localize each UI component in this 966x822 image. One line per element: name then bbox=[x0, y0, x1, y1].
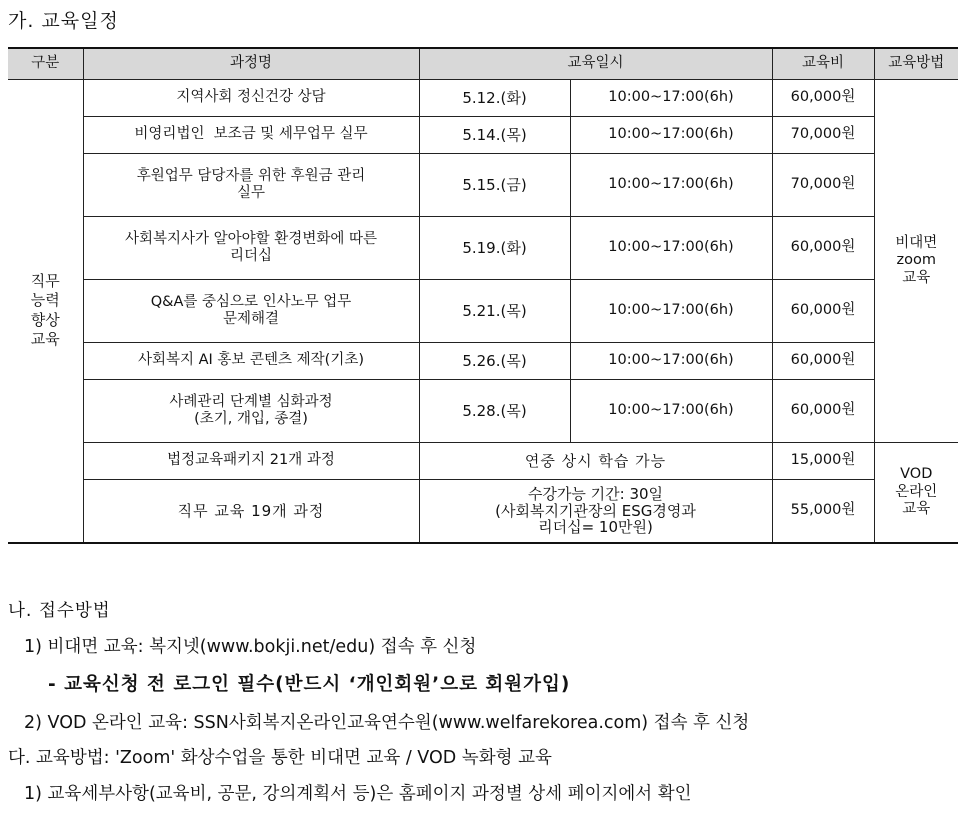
table-row bbox=[8, 154, 958, 217]
category-cell: 직무 능력 향상 교육 bbox=[8, 80, 83, 543]
course-name: 후원업무 담당자를 위한 후원금 관리 실무 bbox=[83, 154, 419, 217]
course-fee: 60,000원 bbox=[772, 280, 874, 343]
course-name: Q&A를 중심으로 인사노무 업무 문제해결 bbox=[83, 280, 419, 343]
course-name: 법정교육패키지 21개 과정 bbox=[83, 443, 419, 480]
course-name: 비영리법인 보조금 및 세무업무 실무 bbox=[83, 117, 419, 154]
method-item-details: 1) 교육세부사항(교육비, 공문, 강의계획서 등)은 홈페이지 과정별 상세 페이지에서 확인 bbox=[24, 784, 692, 804]
course-time: 10:00~17:00(6h) bbox=[570, 380, 772, 443]
section-title-method: 다. 교육방법: 'Zoom' 화상수업을 통한 비대면 교육 / VOD 녹화형 교육 bbox=[8, 748, 552, 768]
table-row bbox=[8, 443, 958, 480]
section-title-schedule: 가. 교육일정 bbox=[8, 10, 119, 32]
course-time: 10:00~17:00(6h) bbox=[570, 343, 772, 380]
course-date: 5.26.(목) bbox=[419, 343, 570, 380]
course-fee: 60,000원 bbox=[772, 80, 874, 117]
method-vod-cell: VOD 온라인 교육 bbox=[874, 443, 958, 543]
header-category: 구분 bbox=[8, 48, 83, 80]
course-period: 연중 상시 학습 가능 bbox=[419, 443, 772, 480]
course-name: 지역사회 정신건강 상담 bbox=[83, 80, 419, 117]
section-title-registration: 나. 접수방법 bbox=[8, 601, 111, 621]
course-fee: 70,000원 bbox=[772, 154, 874, 217]
header-fee: 교육비 bbox=[772, 48, 874, 80]
course-date: 5.21.(목) bbox=[419, 280, 570, 343]
registration-login-note: - 교육신청 전 로그인 필수(반드시 ‘개인회원’으로 회원가입) bbox=[48, 674, 571, 695]
course-date: 5.19.(화) bbox=[419, 217, 570, 280]
registration-item-online: 1) 비대면 교육: 복지넷(www.bokji.net/edu) 접속 후 신청 bbox=[24, 637, 477, 657]
course-fee: 60,000원 bbox=[772, 380, 874, 443]
header-datetime: 교육일시 bbox=[419, 48, 772, 80]
course-time: 10:00~17:00(6h) bbox=[570, 217, 772, 280]
header-course: 과정명 bbox=[83, 48, 419, 80]
table-row bbox=[8, 480, 958, 543]
table-row bbox=[8, 80, 958, 117]
course-date: 5.15.(금) bbox=[419, 154, 570, 217]
course-fee: 70,000원 bbox=[772, 117, 874, 154]
table-row bbox=[8, 343, 958, 380]
table-row bbox=[8, 280, 958, 343]
course-fee: 60,000원 bbox=[772, 217, 874, 280]
course-time: 10:00~17:00(6h) bbox=[570, 280, 772, 343]
course-period: 수강가능 기간: 30일 (사회복지기관장의 ESG경영과 리더십= 10만원) bbox=[419, 480, 772, 543]
course-date: 5.14.(목) bbox=[419, 117, 570, 154]
course-time: 10:00~17:00(6h) bbox=[570, 80, 772, 117]
table-header-row bbox=[8, 48, 958, 80]
course-date: 5.12.(화) bbox=[419, 80, 570, 117]
course-date: 5.28.(목) bbox=[419, 380, 570, 443]
registration-item-vod: 2) VOD 온라인 교육: SSN사회복지온라인교육연수원(www.welfarekorea.com) 접속 후 신청 bbox=[24, 713, 750, 733]
course-name: 사례관리 단계별 심화과정 (초기, 개입, 종결) bbox=[83, 380, 419, 443]
table-row bbox=[8, 117, 958, 154]
table-row bbox=[8, 217, 958, 280]
course-fee: 60,000원 bbox=[772, 343, 874, 380]
course-time: 10:00~17:00(6h) bbox=[570, 154, 772, 217]
course-name: 직무 교육 19개 과정 bbox=[83, 480, 419, 543]
course-name: 사회복지사가 알아야할 환경변화에 따른 리더십 bbox=[83, 217, 419, 280]
course-fee: 15,000원 bbox=[772, 443, 874, 480]
course-time: 10:00~17:00(6h) bbox=[570, 117, 772, 154]
header-method: 교육방법 bbox=[874, 48, 958, 80]
course-name: 사회복지 AI 홍보 콘텐츠 제작(기초) bbox=[83, 343, 419, 380]
schedule-table bbox=[8, 47, 958, 544]
course-fee: 55,000원 bbox=[772, 480, 874, 543]
table-row bbox=[8, 380, 958, 443]
method-zoom-cell: 비대면 zoom 교육 bbox=[874, 80, 958, 443]
